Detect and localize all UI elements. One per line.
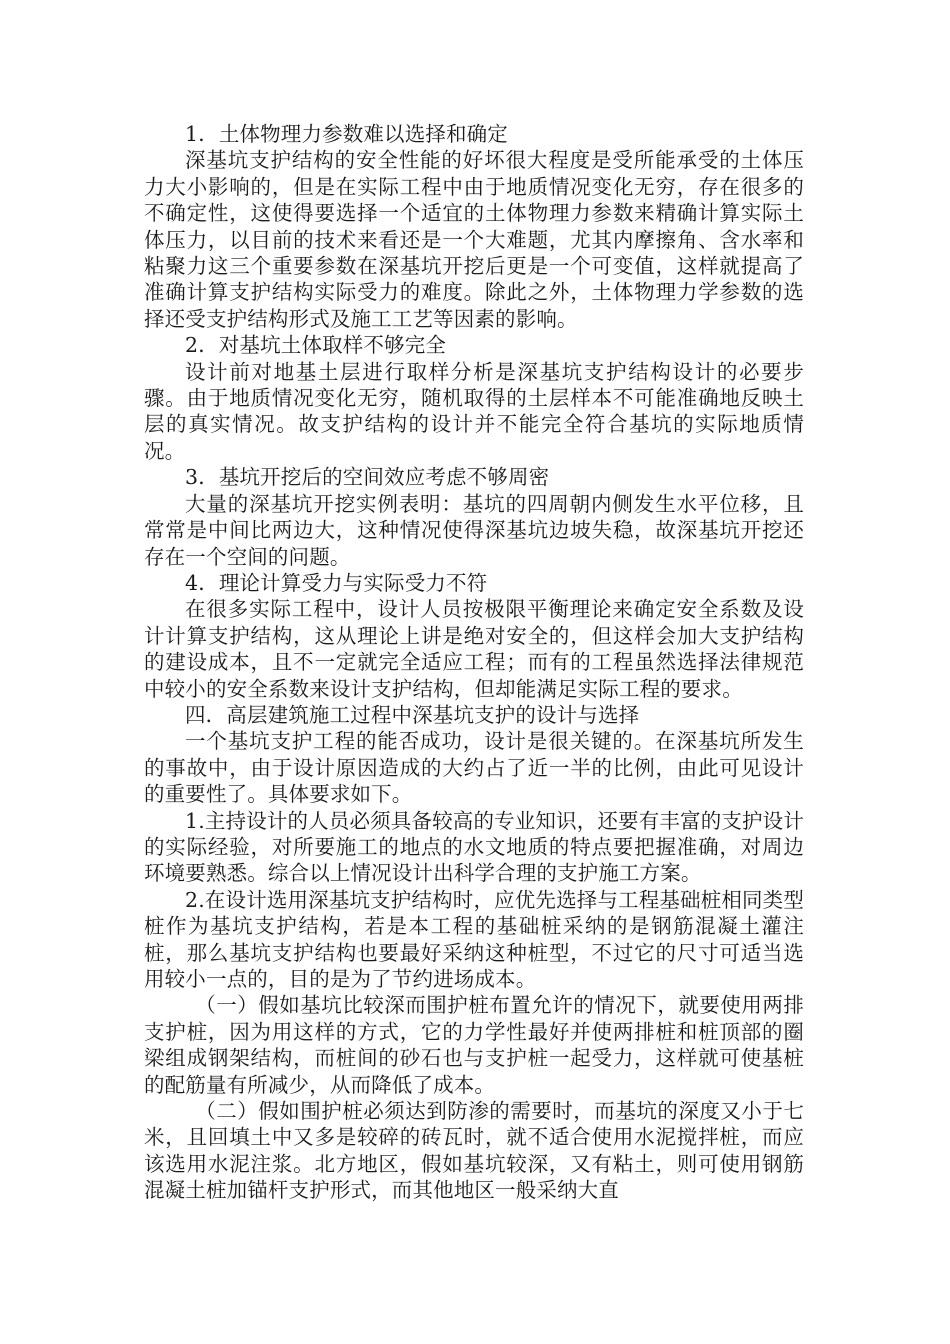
paragraph: 在很多实际工程中，设计人员按极限平衡理论来确定安全系数及设计计算支护结构，这从理论上讲是绝对安全的，但这样会加大支护结构的建设成本，且不一定就完全适应工程；而有的工程虽然选择法律规范中较小的安全系数来设计支护结构，但却能满足实际工程的要求。 [144, 597, 804, 701]
paragraph: 一个基坑支护工程的能否成功，设计是很关键的。在深基坑所发生的事故中，由于设计原因造成的大约占了近一半的比例，由此可见设计的重要性了。具体要求如下。 [144, 729, 804, 807]
numbered-paragraph-2: 2.在设计选用深基坑支护结构时，应优先选择与工程基础桩相同类型桩作为基坑支护结构，若是本工程的基础桩采纳的是钢筋混凝土灌注桩，那么基坑支护结构也要最好采纳这种桩型，不过它的尺寸可适当选用较小一点的，目的是为了节约进场成本。 [144, 887, 804, 991]
section-heading-3: 3．基坑开挖后的空间效应考虑不够周密 [185, 465, 550, 490]
section-heading-1: 1．土体物理力参数难以选择和确定 [185, 122, 508, 146]
section-heading-2: 2．对基坑土体取样不够完全 [185, 333, 446, 358]
section-heading-4: 4．理论计算受力与实际受力不符 [185, 570, 488, 595]
paragraph: 深基坑支护结构的安全性能的好坏很大程度是受所能承受的土体压力大小影响的，但是在实际工程中由于地质情况变化无穷，存在很多的不确定性，这使得要选择一个适宜的土体物理力参数来精确计算实际土体压力，以目前的技术来看还是一个大难题，尤其内摩擦角、含水率和粘聚力这三个重要参数在深基坑开挖后更是一个可变值，这样就提高了准确计算支护结构实际受力的难度。除此之外，土体物理力学参数的选择还受支护结构形式及施工工艺等因素的影响。 [144, 148, 804, 331]
numbered-paragraph-1: 1.主持设计的人员必须具备较高的专业知识，还要有丰富的支护设计的实际经验，对所要施工的地点的水文地质的特点要把握准确，对周边环境要熟悉。综合以上情况设计出科学合理的支护施工方案。 [144, 808, 804, 886]
paragraph: 设计前对地基土层进行取样分析是深基坑支护结构设计的必要步骤。由于地质情况变化无穷，随机取得的土层样本不可能准确地反映土层的真实情况。故支护结构的设计并不能完全符合基坑的实际地质情况。 [144, 359, 804, 463]
sub-paragraph-2: （二）假如围护桩必须达到防渗的需要时，而基坑的深度又小于七米，且回填土中又多是较碎的砖瓦时，就不适合使用水泥搅拌桩，而应该选用水泥注浆。北方地区，假如基坑较深，又有粘土，则可使用钢筋混凝土桩加锚杆支护形式，而其他地区一般采纳大直 [144, 1099, 804, 1203]
sub-paragraph-1: （一）假如基坑比较深而围护桩布置允许的情况下，就要使用两排支护桩，因为用这样的方式，它的力学性最好并使两排桩和桩顶部的圈梁组成钢架结构，而桩间的砂石也与支护桩一起受力，这样就可使基桩的配筋量有所减少，从而降低了成本。 [144, 993, 804, 1097]
paragraph: 大量的深基坑开挖实例表明：基坑的四周朝内侧发生水平位移，且常常是中间比两边大，这种情况使得深基坑边坡失稳，故深基坑开挖还存在一个空间的问题。 [144, 491, 804, 569]
chapter-heading-4: 四．高层建筑施工过程中深基坑支护的设计与选择 [185, 702, 640, 727]
document-body [144, 121, 804, 1204]
